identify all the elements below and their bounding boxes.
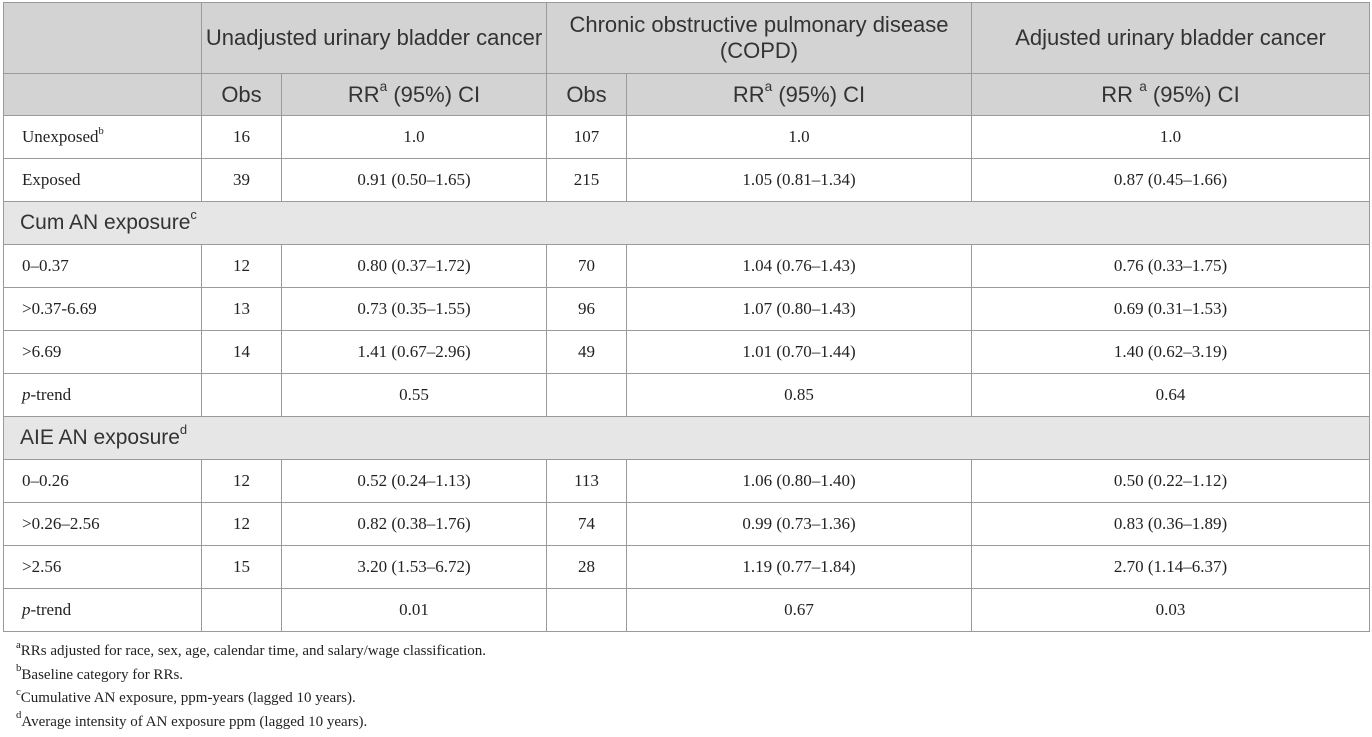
cell-rr1: 1.0 — [282, 116, 547, 159]
row-label: >0.26–2.56 — [4, 503, 202, 546]
cell-rr3: 0.50 (0.22–1.12) — [972, 460, 1370, 503]
header-rr-2: $RR^a$ (95%) CI — [627, 74, 972, 116]
table-body — [4, 116, 1370, 632]
cell-rr1: 0.55 — [282, 374, 547, 417]
cell-rr2: 1.04 (0.76–1.43) — [627, 245, 972, 288]
header-rr-3: RR $^a$ (95%) CI — [972, 74, 1370, 116]
cell-rr1: 0.80 (0.37–1.72) — [282, 245, 547, 288]
cell-rr1: 0.73 (0.35–1.55) — [282, 288, 547, 331]
cell-rr1: 1.41 (0.67–2.96) — [282, 331, 547, 374]
footnote: $^d$Average intensity of AN exposure ppm (lagged 10 years). — [16, 709, 368, 730]
cell-rr3: 0.76 (0.33–1.75) — [972, 245, 1370, 288]
cell-rr1: 3.20 (1.53–6.72) — [282, 546, 547, 589]
cell-obs1: 14 — [202, 331, 282, 374]
cell-rr1: 0.91 (0.50–1.65) — [282, 159, 547, 202]
table-header — [4, 3, 1370, 116]
cell-rr2: 0.99 (0.73–1.36) — [627, 503, 972, 546]
header-copd: Chronic obstructive pulmonary disease (COPD) — [547, 3, 972, 74]
cell-obs1: 39 — [202, 159, 282, 202]
cell-rr2: 0.85 — [627, 374, 972, 417]
section-title: Cum AN exposure$^c$ — [4, 202, 1370, 245]
row-label: >2.56 — [4, 546, 202, 589]
cell-rr3: 0.69 (0.31–1.53) — [972, 288, 1370, 331]
header-corner-2 — [4, 74, 202, 116]
row-label: >0.37-6.69 — [4, 288, 202, 331]
cell-obs1: 15 — [202, 546, 282, 589]
cell-obs2: 28 — [547, 546, 627, 589]
table-row — [4, 288, 1370, 331]
cell-rr2: 1.07 (0.80–1.43) — [627, 288, 972, 331]
cell-obs1: 13 — [202, 288, 282, 331]
header-row-groups — [4, 3, 1370, 74]
header-obs-2: Obs — [547, 74, 627, 116]
table-row — [4, 503, 1370, 546]
cell-rr3: 0.03 — [972, 589, 1370, 632]
table-row-unexposed — [4, 116, 1370, 159]
cell-obs2: 74 — [547, 503, 627, 546]
cell-rr2: 1.06 (0.80–1.40) — [627, 460, 972, 503]
cell-rr1: 0.82 (0.38–1.76) — [282, 503, 547, 546]
footnotes — [16, 640, 486, 734]
cell-obs1: 12 — [202, 503, 282, 546]
section-title: AIE AN exposure$^d$ — [4, 417, 1370, 460]
footnote: $^a$RRs adjusted for race, sex, age, calendar time, and salary/wage classification. — [16, 638, 487, 659]
cell-rr2: 1.05 (0.81–1.34) — [627, 159, 972, 202]
cell-rr1: 0.52 (0.24–1.13) — [282, 460, 547, 503]
table-row — [4, 546, 1370, 589]
cell-obs2 — [547, 374, 627, 417]
cell-obs1: 12 — [202, 245, 282, 288]
header-obs-1: Obs — [202, 74, 282, 116]
row-label: p-trend — [4, 589, 202, 632]
cell-obs2: 49 — [547, 331, 627, 374]
cell-rr3: 0.64 — [972, 374, 1370, 417]
table-row-exposed — [4, 159, 1370, 202]
footnote: $^b$Baseline category for RRs. — [16, 662, 184, 683]
cell-obs2: 215 — [547, 159, 627, 202]
header-corner — [4, 3, 202, 74]
row-label: 0–0.37 — [4, 245, 202, 288]
cell-obs2: 113 — [547, 460, 627, 503]
cell-rr3: 0.83 (0.36–1.89) — [972, 503, 1370, 546]
row-label: p-trend — [4, 374, 202, 417]
row-label: Unexposed$^b$ — [4, 116, 202, 159]
cell-rr3: 1.40 (0.62–3.19) — [972, 331, 1370, 374]
footnote: $^c$Cumulative AN exposure, ppm-years (lagged 10 years). — [16, 685, 356, 706]
cell-rr3: 2.70 (1.14–6.37) — [972, 546, 1370, 589]
header-row-sub — [4, 74, 1370, 116]
row-label: >6.69 — [4, 331, 202, 374]
table-row-trend — [4, 374, 1370, 417]
table-row-trend — [4, 589, 1370, 632]
cell-rr3: 1.0 — [972, 116, 1370, 159]
header-rr-1: $RR^a$ (95%) CI — [282, 74, 547, 116]
cell-obs1 — [202, 374, 282, 417]
cell-rr1: 0.01 — [282, 589, 547, 632]
row-label: 0–0.26 — [4, 460, 202, 503]
section-header-cum — [4, 202, 1370, 245]
cell-rr3: 0.87 (0.45–1.66) — [972, 159, 1370, 202]
row-label: Exposed — [4, 159, 202, 202]
cell-rr2: 1.01 (0.70–1.44) — [627, 331, 972, 374]
cell-obs2: 107 — [547, 116, 627, 159]
cell-rr2: 1.0 — [627, 116, 972, 159]
section-header-aie — [4, 417, 1370, 460]
cell-obs1: 12 — [202, 460, 282, 503]
header-unadjusted-bladder: Unadjusted urinary bladder cancer — [202, 3, 547, 74]
table-row — [4, 331, 1370, 374]
table-row — [4, 245, 1370, 288]
header-adjusted-bladder: Adjusted urinary bladder cancer — [972, 3, 1370, 74]
results-table — [3, 2, 1370, 632]
cell-obs1: 16 — [202, 116, 282, 159]
cell-rr2: 1.19 (0.77–1.84) — [627, 546, 972, 589]
cell-obs2: 96 — [547, 288, 627, 331]
cell-obs2: 70 — [547, 245, 627, 288]
cell-rr2: 0.67 — [627, 589, 972, 632]
cell-obs1 — [202, 589, 282, 632]
cell-obs2 — [547, 589, 627, 632]
table-row — [4, 460, 1370, 503]
